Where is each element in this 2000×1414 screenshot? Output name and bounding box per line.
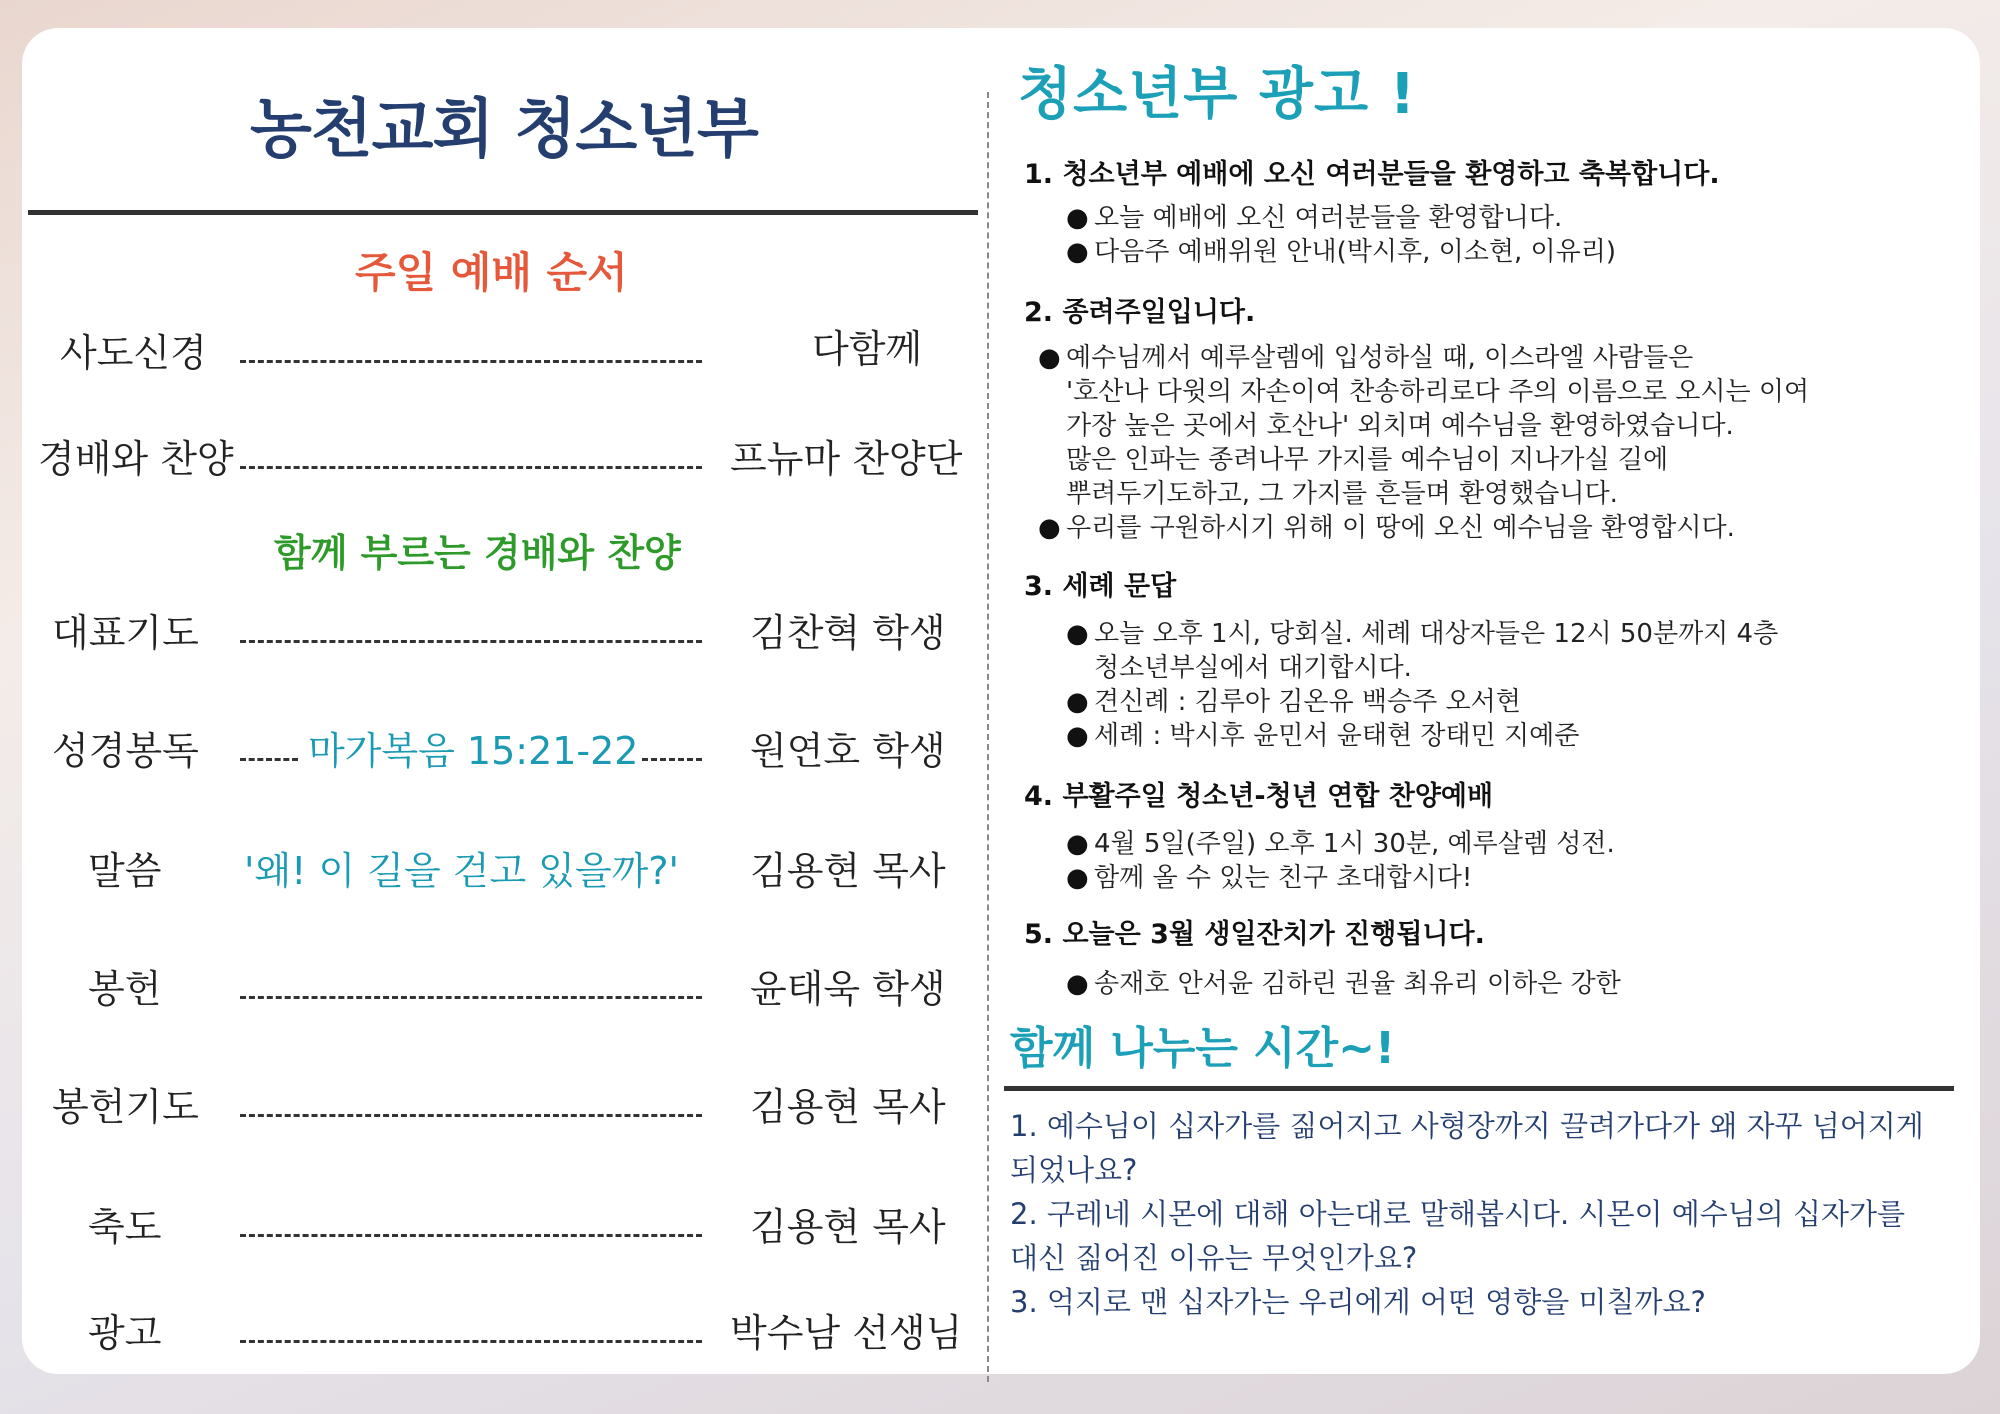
announcement-item: ● 세례 : 박시후 윤민서 윤태현 장태민 지예준 [1066,721,1580,751]
discussion-question-2: 2. 구레네 시몬에 대해 아는대로 말해봅시다. 시몬이 예수님의 십자가를 대신 짊어진 이유는 무엇인가요? [1010,1197,1906,1275]
dotted-leader [240,1114,702,1117]
dotted-leader [240,360,702,363]
order-leader: 프뉴마 찬양단 [730,437,963,481]
title-rule [28,210,978,215]
announcement-4 [1024,774,1964,895]
dotted-leader [240,466,702,469]
bullet-icon: ● [1066,721,1089,751]
order-row-offering-prayer [0,1076,985,1136]
order-label: 말씀 [88,849,162,893]
bullet-icon: ● [1038,513,1061,543]
announcements-title: 청소년부 광고 ! [1018,62,1417,127]
dotted-leader [240,640,702,643]
order-leader: 박수남 선생님 [730,1311,963,1355]
order-row-announcements [0,1302,985,1362]
dotted-leader [240,1340,702,1343]
order-row-praise [0,428,985,488]
bullet-icon: ● [1066,969,1089,999]
announcement-item: ● 4월 5일(주일) 오후 1시 30분, 예루살렘 성전. [1066,829,1615,859]
announcement-item: ● 오늘 예배에 오신 여러분들을 환영합니다. [1066,203,1563,233]
dotted-leader [240,758,298,761]
order-label: 봉헌 [88,967,162,1011]
order-row-scripture-reading [0,720,985,780]
dotted-leader [240,996,702,999]
bullet-icon: ● [1066,619,1089,649]
announcement-3 [1024,564,1964,753]
together-praise-label: 함께 부르는 경배와 찬양 [274,531,681,575]
order-leader: 윤태욱 학생 [750,967,946,1011]
announcement-5 [1024,912,1964,1001]
order-label: 봉헌기도 [52,1085,199,1129]
discussion-title: 함께 나누는 시간~! [1010,1023,1396,1074]
scripture-reference: 마가복음 15:21-22 [308,729,639,773]
page-title: 농천교회 청소년부 [250,93,758,167]
order-leader: 원연호 학생 [750,729,946,773]
discussion-question-3: 3. 억지로 맨 십자가는 우리에게 어떤 영향을 미칠까요? [1010,1285,1706,1319]
announcement-item: ● 다음주 예배위원 안내(박시후, 이소현, 이유리) [1066,237,1616,267]
announcement-heading: 3. 세례 문답 [1024,571,1177,602]
order-label: 광고 [88,1311,162,1355]
discussion-question-1: 1. 예수님이 십자가를 짊어지고 사형장까지 끌려가다가 왜 자꾸 넘어지게 되었나요? [1010,1109,1924,1187]
order-label: 성경봉독 [52,729,199,773]
dotted-leader [240,1234,702,1237]
column-divider [987,92,989,1382]
dotted-leader [642,758,702,761]
announcement-heading: 1. 청소년부 예배에 오신 여러분들을 환영하고 축복합니다. [1024,159,1720,190]
bullet-icon: ● [1066,863,1089,893]
bullet-icon: ● [1066,687,1089,717]
order-label: 경배와 찬양 [38,437,234,481]
announcement-item: ● 예수님께서 예루살렘에 입성하실 때, 이스라엘 사람들은 '호산나 다윗의 자손이여 찬송하리로다 주의 이름으로 오시는 이여 가장 높은 곳에서 호산나' 외치며 예수님을 환영하였습니다. 많은 인파는 종려나무 가지를 예수님이 지나가실 길에 뿌려두기도하고, 그 가지를 흔들며 환영했습니다. [1038,343,1810,509]
order-row-apostles-creed [0,322,985,382]
order-leader: 김찬혁 학생 [750,611,946,655]
order-leader: 김용현 목사 [750,849,946,893]
order-label: 사도신경 [60,331,207,375]
announcement-2 [1024,290,1964,545]
bullet-icon: ● [1038,343,1061,373]
order-leader: 다함께 [812,327,923,371]
announcement-item: ● 오늘 오후 1시, 당회실. 세례 대상자들은 12시 50분까지 4층 청소년부실에서 대기합시다. [1066,619,1779,683]
order-label: 축도 [88,1205,162,1249]
order-leader: 김용현 목사 [750,1205,946,1249]
announcement-heading: 5. 오늘은 3월 생일잔치가 진행됩니다. [1024,919,1485,950]
service-order-title: 주일 예배 순서 [355,248,628,297]
bullet-icon: ● [1066,829,1089,859]
bullet-icon: ● [1066,237,1089,267]
order-row-representative-prayer [0,602,985,662]
order-row-sermon [0,840,985,900]
announcement-1 [1024,152,1964,269]
discussion-rule [1004,1086,1954,1091]
announcement-item: ● 함께 올 수 있는 친구 초대합시다! [1066,863,1473,893]
announcement-item: ● 송재호 안서윤 김하린 권율 최유리 이하은 강한 [1066,969,1621,999]
order-label: 대표기도 [52,611,199,655]
order-row-benediction [0,1196,985,1256]
announcement-heading: 4. 부활주일 청소년-청년 연합 찬양예배 [1024,781,1494,812]
sermon-title: '왜! 이 길을 걷고 있을까?' [244,849,679,893]
order-leader: 김용현 목사 [750,1085,946,1129]
announcement-item: ● 우리를 구원하시기 위해 이 땅에 오신 예수님을 환영합시다. [1038,513,1735,543]
announcement-heading: 2. 종려주일입니다. [1024,297,1256,328]
announcement-item: ● 견신례 : 김루아 김온유 백승주 오서현 [1066,687,1521,717]
order-row-offering [0,958,985,1018]
bullet-icon: ● [1066,203,1089,233]
